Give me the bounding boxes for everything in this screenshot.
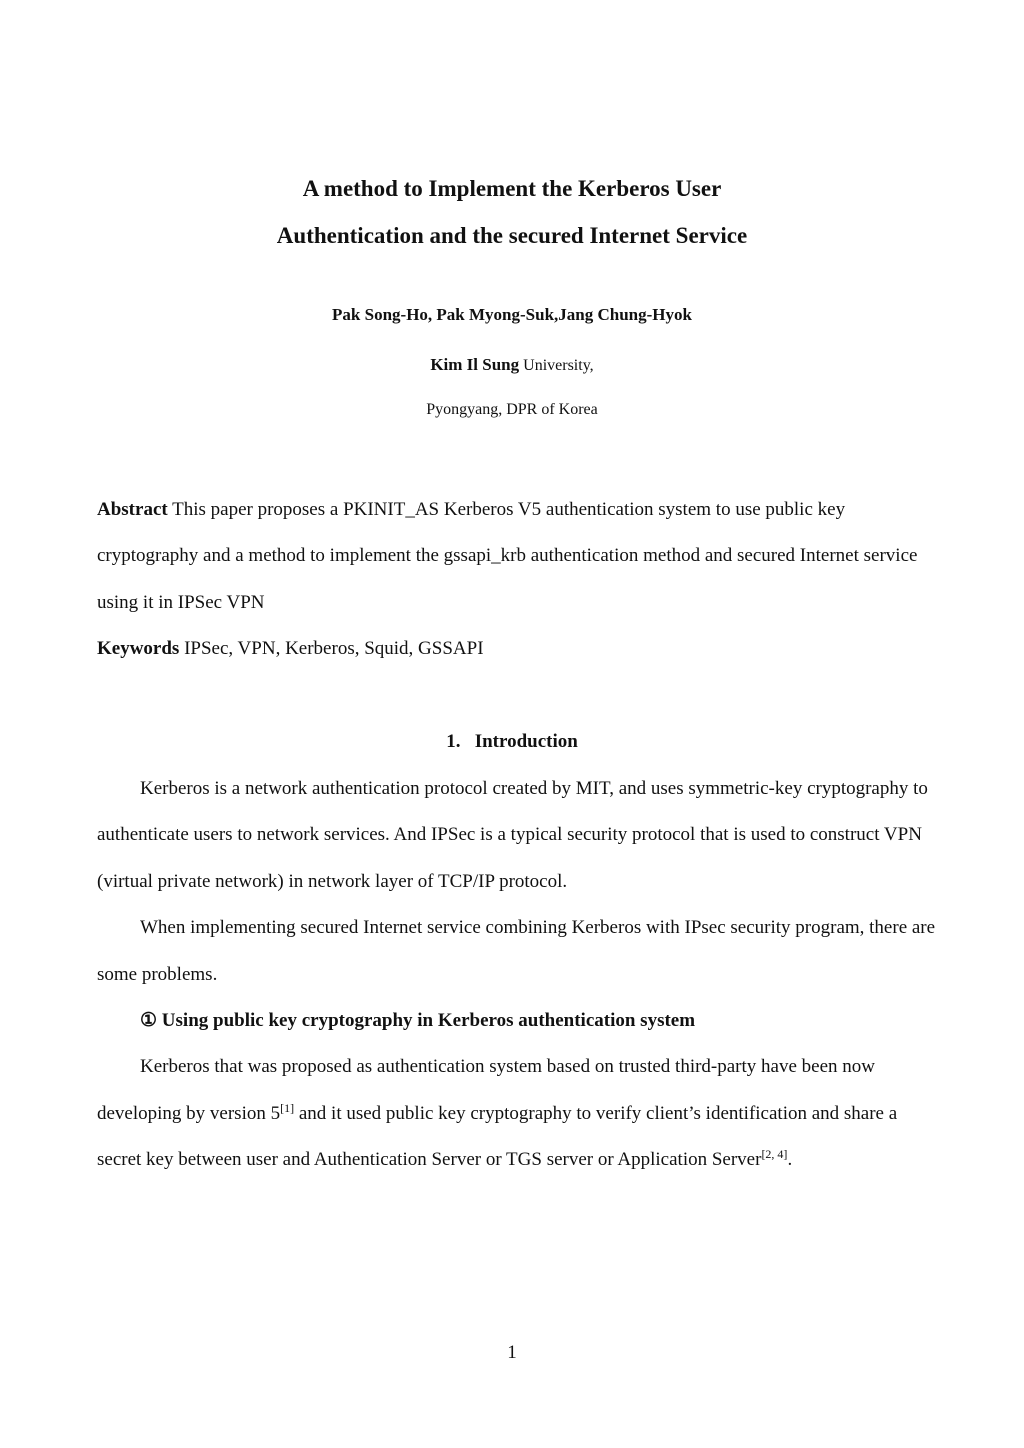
section-body [97,766,937,1184]
university-suffix: University, [519,357,594,374]
author-list: Pak Song-Ho, Pak Myong-Suk,Jang Chung-Hyok [332,305,692,324]
subsection-title: Using public key cryptography in Kerberos authentication system [157,1010,696,1032]
citation-2-4: [2, 4] [761,1147,788,1162]
keywords-label: Keywords [97,638,180,660]
circled-one-marker: ① [140,1010,158,1032]
title-line-2: Authentication and the secured Internet Service [276,223,748,248]
intro-paragraph-3 [97,1044,937,1183]
keywords-text: IPSec, VPN, Kerberos, Squid, GSSAPI [179,638,484,660]
title-line-1: A method to Implement the Kerberos User [302,176,722,201]
abstract-label: Abstract [97,499,168,520]
intro-paragraph-1: Kerberos is a network authentication protocol created by MIT, and uses symmetric-key cryptography to authenticate users to network services. And IPSec is a typical security protocol that is used to construct VPN (virtual private network) in network layer of TCP/IP protocol. [97,778,928,892]
abstract-block [97,487,937,673]
citation-1: [1] [280,1100,295,1115]
section-heading-text: 1. Introduction [446,731,578,752]
location: Pyongyang, DPR of Korea [426,401,598,418]
para3-text-3: . [787,1149,793,1171]
keywords [97,626,937,672]
page-number: 1 [507,1342,517,1363]
para3-text-1: Kerberos that was proposed as authentication system based on trusted third-party have been now developing by version 5 [97,1056,875,1124]
para3-text-2: and it used public key cryptography to verify client’s identification and share a secret key between user and Authentication Server or TGS server or Application Server [97,1102,898,1171]
abstract [97,487,937,626]
affiliation [0,355,1024,375]
intro-paragraph-2: When implementing secured Internet service combining Kerberos with IPsec security program, there are some problems. [97,917,936,985]
university-name: Kim Il Sung [430,355,520,374]
subsection-heading [97,998,937,1044]
abstract-text: This paper proposes a PKINIT_AS Kerberos V5 authentication system to use public key cryptography and a method to implement the gssapi_krb authentication method and secured Internet service using it in IPSec VPN [97,499,918,613]
section-heading [0,731,1024,753]
